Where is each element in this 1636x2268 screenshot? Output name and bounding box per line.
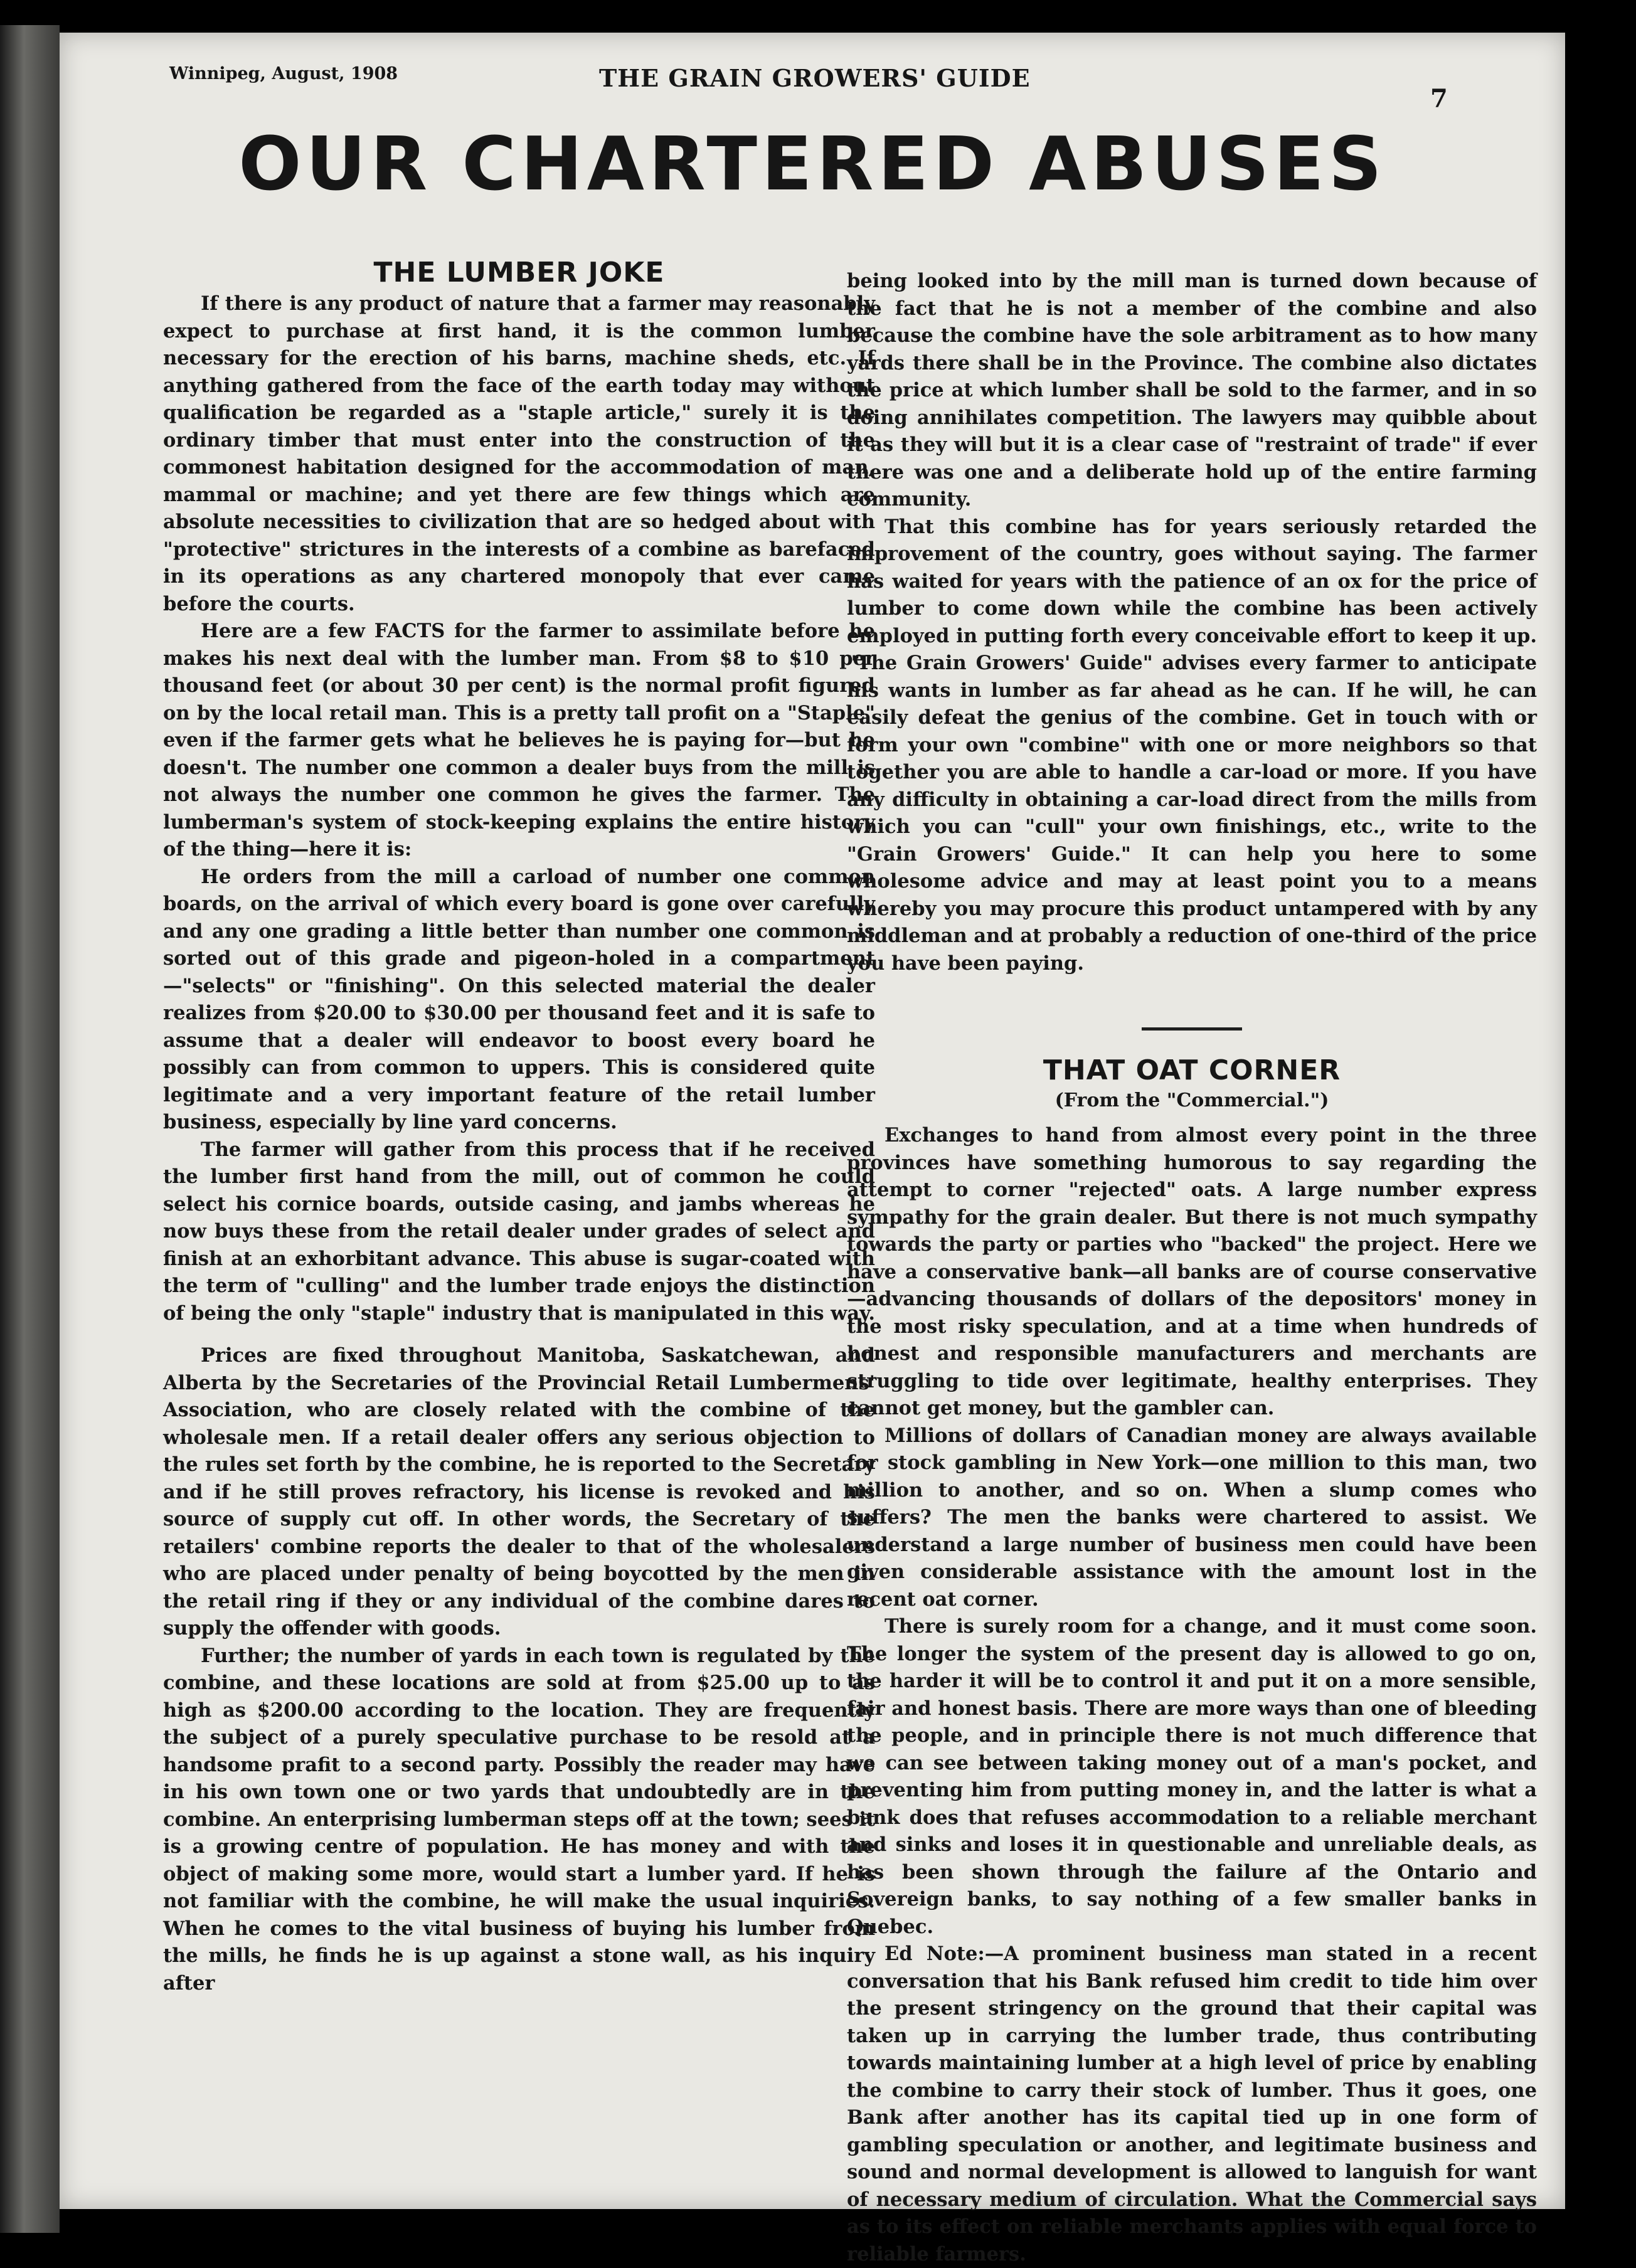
- lumber-continuation-paragraph: That this combine has for years seriously retarded the improvement of the country, goes without saying. The farmer has waited for years with the patience of an ox for the price of lumber to come down while the combine has been actively employed in putting forth every conceivable effort to keep it up. "The Grain Growers' Guide" advises every farmer to anticipate his wants in lumber as far ahead as he can. If he will, he can easily defeat the genius of the combine. Get in touch with or form your own "combine" with one or more neighbors so that together you are able to handle a car-load or more. If you have any difficulty in obtaining a car-load direct from the mills from which you can "cull" your own finishings, etc., write to the "Grain Growers' Guide." It can help you here to some wholesome advice and may at least point you to a means whereby you may procure this product untampered with by any middleman and at probably a reduction of one-third of the price you have been paying.: [847, 515, 1537, 975]
- column-left: [163, 255, 875, 2168]
- page-number: 7: [1430, 84, 1448, 114]
- oat-article-source: (From the "Commercial."): [1054, 1089, 1329, 1111]
- main-title: OUR CHARTERED ABUSES: [238, 120, 1386, 207]
- newspaper-page: [60, 33, 1565, 2265]
- lumber-paragraph: The farmer will gather from this process that if he received the lumber first hand from the mill, out of common he could select his cornice boards, outside casing, and jambs whereas he now buys these from the retail dealer under grades of select and finish at an exhorbitant advance. This abuse is sugar-coated with the term of "culling" and the lumber trade enjoys the distinction of being the only "staple" industry that is manipulated in this way.: [163, 1138, 875, 1325]
- page-binding-edge: [0, 25, 60, 2233]
- lumber-article-heading: THE LUMBER JOKE: [373, 257, 665, 289]
- oat-paragraph: Exchanges to hand from almost every point in the three provinces have something humorous to say regarding the attempt to corner "rejected" oats. A large number express sympathy for the grain dealer. But there is not much sympathy towards the party or parties who "backed" the project. Here we have a conservative bank—all banks are of course conservative—advancing thousands of dollars of the depositors' money in the most risky speculation, and at a time when hundreds of honest and responsible manufacturers and merchants are struggling to tide over legitimate, healthy enterprises. They cannot get money, but the gambler can.: [847, 1124, 1537, 1419]
- journal-title: THE GRAIN GROWERS' GUIDE: [599, 64, 1031, 92]
- oat-paragraph: There is surely room for a change, and it must come soon. The longer the system of the present day is allowed to go on, the harder it will be to control it and put it on a more sensible, fair and honest basis. There are more ways than one of bleeding the people, and in principle there is not much difference that we can see between taking money out of a man's pocket, and preventing him from putting money in, and the latter is what a bank does that refuses accommodation to a reliable merchant and sinks and loses it in questionable and unreliable deals, as has been shown through the failure af the Ontario and Sovereign banks, to say nothing of a few smaller banks in Quebec.: [847, 1615, 1537, 1938]
- oat-article-heading: THAT OAT CORNER: [1043, 1054, 1341, 1086]
- lumber-paragraph: Prices are fixed throughout Manitoba, Saskatchewan, and Alberta by the Secretaries of the Provincial Retail Lumbermens' Association, who are closely related with the combine of the wholesale men. If a retail dealer offers any serious objection to the rules set forth by the combine, he is reported to the Secretary and if he still proves refractory, his license is revoked and his source of supply cut off. In other words, the Secretary of the retailers' combine reports the dealer to that of the wholesalers who are placed under penalty of being boycotted by the men in the retail ring if they or any individual of the combine dares to supply the offender with goods.: [163, 1344, 875, 1640]
- lumber-continuation-paragraph: being looked into by the mill man is turned down because of the fact that he is not a member of the combine and also because the combine have the sole arbitrament as to how many yards there shall be in the Province. The combine also dictates the price at which lumber shall be sold to the farmer, and in so doing annihilates competition. The lawyers may quibble about it as they will but it is a clear case of "restraint of trade" if ever there was one and a deliberate hold up of the entire farming community.: [847, 270, 1537, 511]
- lumber-paragraph: Here are a few FACTS for the farmer to assimilate before he makes his next deal with the lumber man. From $8 to $10 per thousand feet (or about 30 per cent) is the normal profit figured on by the local retail man. This is a pretty tall profit on a "Staple" even if the farmer gets what he believes he is paying for—but he doesn't. The number one common a dealer buys from the mill is not always the number one common he gives the farmer. The lumberman's system of stock-keeping explains the entire history of the thing—here it is:: [163, 620, 875, 861]
- lumber-paragraph: If there is any product of nature that a farmer may reasonably expect to purchase at first hand, it is the common lumber necessary for the erection of his barns, machine sheds, etc. If anything gathered from the face of the earth today may without qualification be regarded as a "staple article," surely it is the ordinary timber that must enter into the construction of the commonest habitation designed for the accommodation of man, mammal or machine; and yet there are few things which are absolute necessities to civilization that are so hedged about with "protective" strictures in the interests of a combine as barefaced in its operations as any chartered monopoly that ever came before the courts.: [163, 292, 875, 615]
- oat-paragraph: Millions of dollars of Canadian money are always available for stock gambling in New York—one million to this man, two million to another, and so on. When a slump comes who suffers? The men the banks were chartered to assist. We understand a large number of business men could have been given considerable assistance with the amount lost in the recent oat corner.: [847, 1424, 1537, 1611]
- column-right: [847, 268, 1537, 2265]
- section-divider-rule: [1142, 1027, 1242, 1031]
- lumber-paragraph: He orders from the mill a carload of number one common boards, on the arrival of which every board is gone over carefully and any one grading a little better than number one common is sorted out of this grade and pigeon-holed in a compartment—"selects" or "finishing". On this selected material the dealer realizes from $20.00 to $30.00 per thousand feet and it is safe to assume that a dealer will endeavor to boost every board he possibly can from common to uppers. This is considered quite legitimate and a very important feature of the retail lumber business, especially by line yard concerns.: [163, 865, 875, 1133]
- dateline: Winnipeg, August, 1908: [169, 64, 398, 83]
- oat-paragraph: Ed Note:—A prominent business man stated in a recent conversation that his Bank refused him credit to tide him over the present stringency on the ground that their capital was taken up in carrying the lumber trade, thus contributing towards maintaining lumber at a high level of price by enabling the combine to carry their stock of lumber. Thus it goes, one Bank after another has its capital tied up in one form of gambling speculation or another, and legitimate business and sound and normal development is allowed to languish for want of necessary medium of circulation. What the Commercial says as to its effect on reliable merchants applies with equal force to reliable farmers.: [847, 1942, 1537, 2265]
- lumber-paragraph: Further; the number of yards in each town is regulated by the combine, and these locations are sold at from $25.00 up to as high as $200.00 according to the location. They are frequently the subject of a purely speculative purchase to be resold at a handsome prafit to a second party. Possibly the reader may have in his own town one or two yards that undoubtedly are in the combine. An enterprising lumberman steps off at the town; sees it is a growing centre of population. He has money and with the object of making some more, would start a lumber yard. If he is not familiar with the combine, he will make the usual inquiries. When he comes to the vital business of buying his lumber from the mills, he finds he is up against a stone wall, as his inquiry after: [163, 1644, 875, 1995]
